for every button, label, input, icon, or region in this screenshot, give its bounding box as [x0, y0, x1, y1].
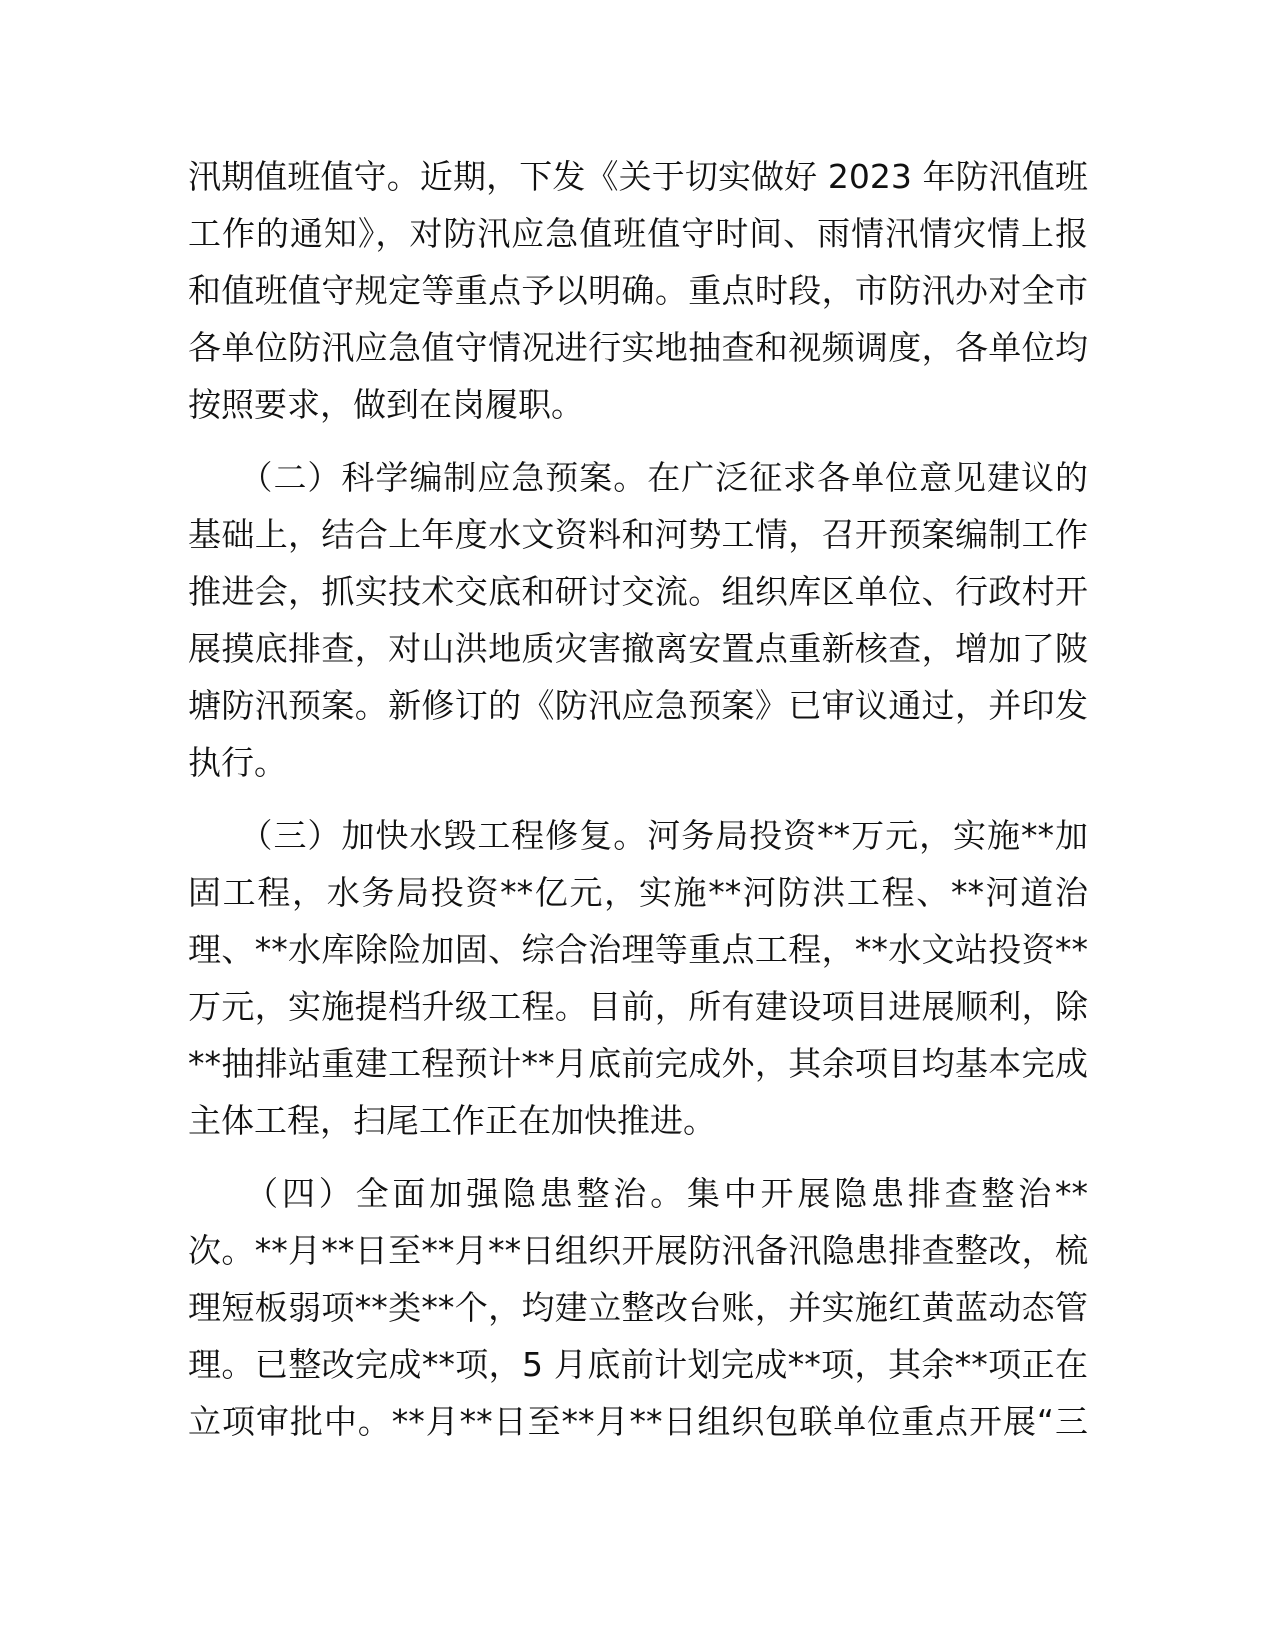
text-line: （二）科学编制应急预案。在广泛征求各单位意见建议的: [188, 458, 1088, 497]
text-line: 次。**月**日至**月**日组织开展防汛备汛隐患排查整改，梳: [188, 1231, 1088, 1270]
text-line: 主体工程，扫尾工作正在加快推进。: [188, 1101, 716, 1140]
text-line: 基础上，结合上年度水文资料和河势工情，召开预案编制工作: [188, 515, 1088, 554]
text-line: 固工程，水务局投资**亿元，实施**河防洪工程、**河道治: [188, 873, 1088, 912]
text-line: 按照要求，做到在岗履职。: [188, 385, 584, 424]
text-line: 各单位防汛应急值守情况进行实地抽查和视频调度，各单位均: [188, 328, 1088, 367]
text-line: 万元，实施提档升级工程。目前，所有建设项目进展顺利，除: [188, 987, 1088, 1026]
text-line: 工作的通知》，对防汛应急值班值守时间、雨情汛情灾情上报: [188, 214, 1088, 253]
paragraph-flood-damage-repair: [188, 807, 1088, 1149]
text-line: 理短板弱项**类**个，均建立整改台账，并实施红黄蓝动态管: [188, 1288, 1088, 1327]
text-line: **抽排站重建工程预计**月底前完成外，其余项目均基本完成: [188, 1044, 1088, 1083]
paragraph-hazard-rectification: [188, 1165, 1088, 1450]
text-line: （三）加快水毁工程修复。河务局投资**万元，实施**加: [188, 816, 1088, 855]
text-line: 展摸底排查，对山洪地质灾害撤离安置点重新核查，增加了陂: [188, 629, 1088, 668]
text-line: 理。已整改完成**项，5 月底前计划完成**项，其余**项正在: [188, 1345, 1088, 1384]
text-line: 理、**水库除险加固、综合治理等重点工程，**水文站投资**: [188, 930, 1088, 969]
document-body: [188, 148, 1088, 1466]
text-line: （四）全面加强隐患整治。集中开展隐患排查整治**: [188, 1174, 1088, 1213]
paragraph-emergency-plan: [188, 449, 1088, 791]
paragraph-duty: [188, 148, 1088, 433]
text-line: 塘防汛预案。新修订的《防汛应急预案》已审议通过，并印发: [188, 686, 1088, 725]
text-line: 执行。: [188, 743, 287, 782]
text-line: 汛期值班值守。近期，下发《关于切实做好 2023 年防汛值班: [188, 157, 1088, 196]
text-line: 立项审批中。**月**日至**月**日组织包联单位重点开展“三: [188, 1402, 1088, 1441]
text-line: 和值班值守规定等重点予以明确。重点时段，市防汛办对全市: [188, 271, 1088, 310]
text-line: 推进会，抓实技术交底和研讨交流。组织库区单位、行政村开: [188, 572, 1088, 611]
